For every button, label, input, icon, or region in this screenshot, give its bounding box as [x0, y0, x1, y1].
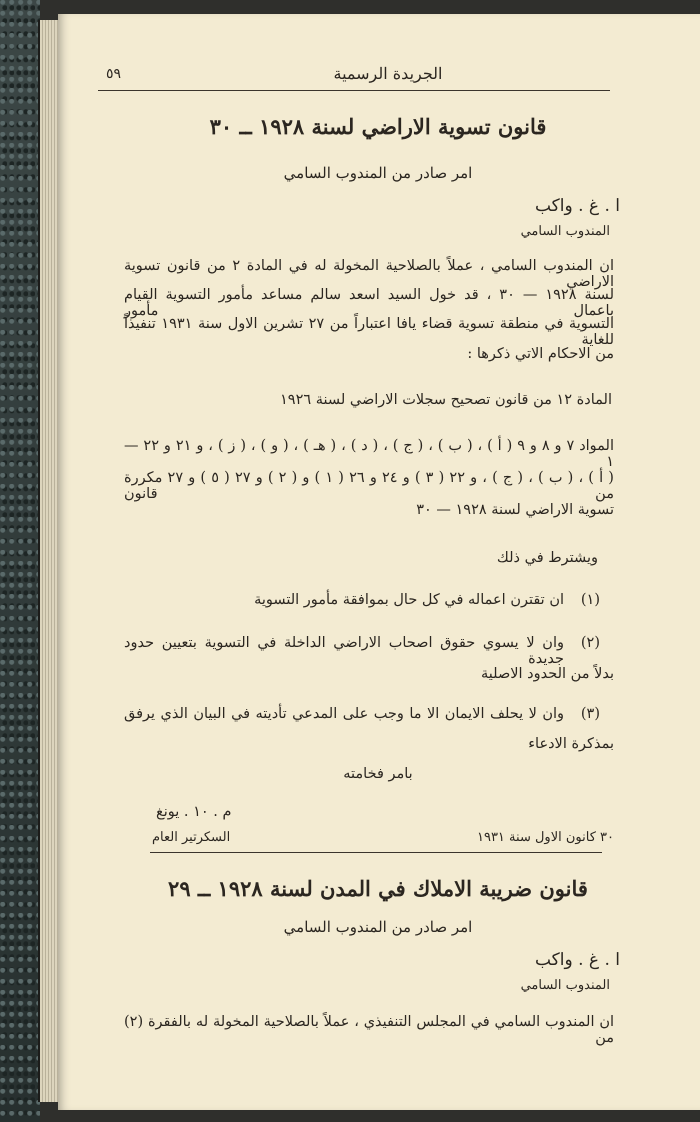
law2-para1: ان المندوب السامي في المجلس التنفيذي ، عملاً بالصلاحية المخولة له بالفقرة (٢) من [124, 1014, 614, 1046]
law1-para1-line: لسنة ١٩٢٨ — ٣٠ ، قد خول السيد اسعد سالم مساعد مأمور التسوية القيام باعمال مأمور [124, 287, 615, 319]
header-rule [98, 90, 610, 91]
law1-conditions-intro: ويشترط في ذلك [496, 550, 598, 566]
law1-condition3-line: بمذكرة الادعاء [528, 736, 614, 752]
law1-para1-line: التسوية في منطقة تسوية قضاء يافا اعتباراً من ٢٧ تشرين الاول سنة ١٩٣١ تنفيذاً للغاية [124, 316, 614, 348]
law1-signer-role: السكرتير العام [152, 830, 231, 845]
law2-title: قانون ضريبة الاملاك في المدن لسنة ١٩٢٨ ــ ٢٩ [168, 876, 588, 901]
law1-condition2-number: (٢) [580, 635, 600, 651]
law1-condition3-number: (٣) [580, 706, 600, 722]
law1-signature: ا . غ . واكب [534, 196, 620, 216]
law1-article12: المادة ١٢ من قانون تصحيح سجلات الاراضي لسنة ١٩٢٦ [280, 392, 612, 408]
section-divider [150, 852, 602, 853]
law1-condition1: ان تقترن اعماله في كل حال بموافقة مأمور التسوية [254, 592, 564, 608]
law1-signer: م . ١٠ . يونغ [156, 804, 232, 820]
journal-name: الجريدة الرسمية [333, 64, 443, 83]
law1-date: ٣٠ كانون الاول سنة ١٩٣١ [476, 830, 614, 845]
law1-para1-line: من الاحكام الاتي ذكرها : [467, 346, 614, 362]
law1-by-order: بامر فخامته [343, 766, 413, 782]
law1-condition2-line: وان لا يسوي حقوق اصحاب الاراضي الداخلة في التسوية بتعيين حدود جديدة [124, 635, 564, 667]
law1-articles-line: تسوية الاراضي لسنة ١٩٢٨ — ٣٠ [416, 502, 614, 518]
law1-condition1-number: (١) [580, 592, 600, 608]
law1-subtitle: امر صادر من المندوب السامي [283, 164, 473, 182]
document-page [58, 14, 700, 1110]
book-cover-edge [0, 0, 40, 1122]
law1-articles-line: ( أ ) ، ( ب ) ، ( ج ) ، و ٢٢ ( ٣ ) و ٢٤ و ٢٦ ( ١ ) و ( ٢ ) و ٢٧ ( ٥ ) و ٢٧ مكررة من قانون [124, 470, 614, 502]
law1-condition2-line: بدلاً من الحدود الاصلية [481, 666, 614, 682]
law1-articles-line: المواد ٧ و ٨ و ٩ ( أ ) ، ( ب ) ، ( ج ) ، ( د ) ، ( هـ ) ، ( و ) ، ( ز ) ، و ٢١ و ٢٢ — ١ [124, 438, 615, 470]
law1-signature-role: المندوب السامي [520, 224, 610, 239]
law2-signature: ا . غ . واكب [534, 950, 620, 970]
law1-condition3-line: وان لا يحلف الايمان الا ما وجب على المدعي تأديته في البيان الذي يرفق [124, 706, 564, 722]
page-number: ٥٩ [106, 66, 122, 82]
law2-signature-role: المندوب السامي [520, 978, 610, 993]
law1-title: قانون تسوية الاراضي لسنة ١٩٢٨ ــ ٣٠ [209, 114, 547, 139]
law2-subtitle: امر صادر من المندوب السامي [283, 918, 473, 936]
law1-para1-line: ان المندوب السامي ، عملاً بالصلاحية المخولة له في المادة ٢ من قانون تسوية الاراضي [124, 258, 614, 290]
